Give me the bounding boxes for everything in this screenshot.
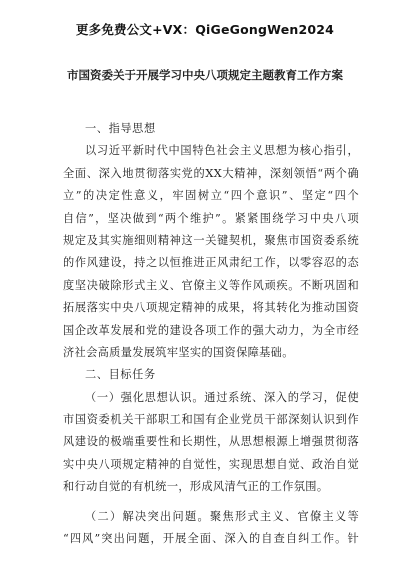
paragraph-line: 实中央八项规定精神的自觉性，实现思想自觉、政治自觉	[63, 457, 359, 471]
paragraph-line: “四风”突出问题，开展全面、深入的自查自纠工作。针	[63, 532, 359, 546]
watermark-text: 更多免费公文+VX：QiGeGongWen2024	[75, 22, 335, 37]
document-title: 市国资委关于开展学习中央八项规定主题教育工作方案	[67, 68, 343, 82]
subsection-strengthen-awareness	[63, 387, 359, 499]
paragraph-line: 规定及其实施细则精神这一关键契机，聚焦市国资委系统	[63, 233, 359, 247]
paragraph-line: 全面、深入地贯彻落实党的XX大精神，深刻领悟“两个确	[63, 166, 359, 180]
paragraph-line: 风建设的极端重要性和长期性，从思想根源上增强贯彻落	[63, 435, 359, 449]
paragraph-line: 市国资委机关干部职工和国有企业党员干部深刻认识到作	[63, 413, 359, 427]
paragraph-line: 拓展落实中央八项规定精神的成果，将其转化为推动国资	[63, 301, 359, 315]
section-heading-guiding-ideology: 一、指导思想	[85, 122, 156, 135]
section1-paragraph	[63, 140, 359, 364]
document-body	[63, 118, 359, 550]
paragraph-line: 度坚决破除形式主义、官僚主义等作风顽疾。不断巩固和	[63, 278, 359, 292]
subsection-solve-problems	[63, 506, 359, 551]
paragraph-line: 国企改革发展和党的建设各项工作的强大动力，为全市经	[63, 323, 359, 337]
section-heading-goals-tasks: 二、目标任务	[85, 368, 156, 382]
paragraph-line: 济社会高质量发展筑牢坚实的国资保障基础。	[63, 345, 294, 359]
paragraph-line: 和行动自觉的有机统一，形成风清气正的工作氛围。	[63, 480, 329, 494]
paragraph-line: 自信”，坚决做到“两个维护”。紧紧围绕学习中央八项	[63, 211, 359, 225]
paragraph-line: （一）强化思想认识。通过系统、深入的学习，促使	[85, 390, 359, 404]
paragraph-line: 以习近平新时代中国特色社会主义思想为核心指引，	[85, 144, 359, 158]
paragraph-line: 立”的决定性意义，牢固树立“四个意识”、坚定“四个	[63, 189, 359, 203]
paragraph-line: （二）解决突出问题。聚焦形式主义、官僚主义等	[85, 509, 359, 523]
paragraph-line: 的作风建设，持之以恒推进正风肃纪工作，以零容忍的态	[63, 256, 359, 270]
